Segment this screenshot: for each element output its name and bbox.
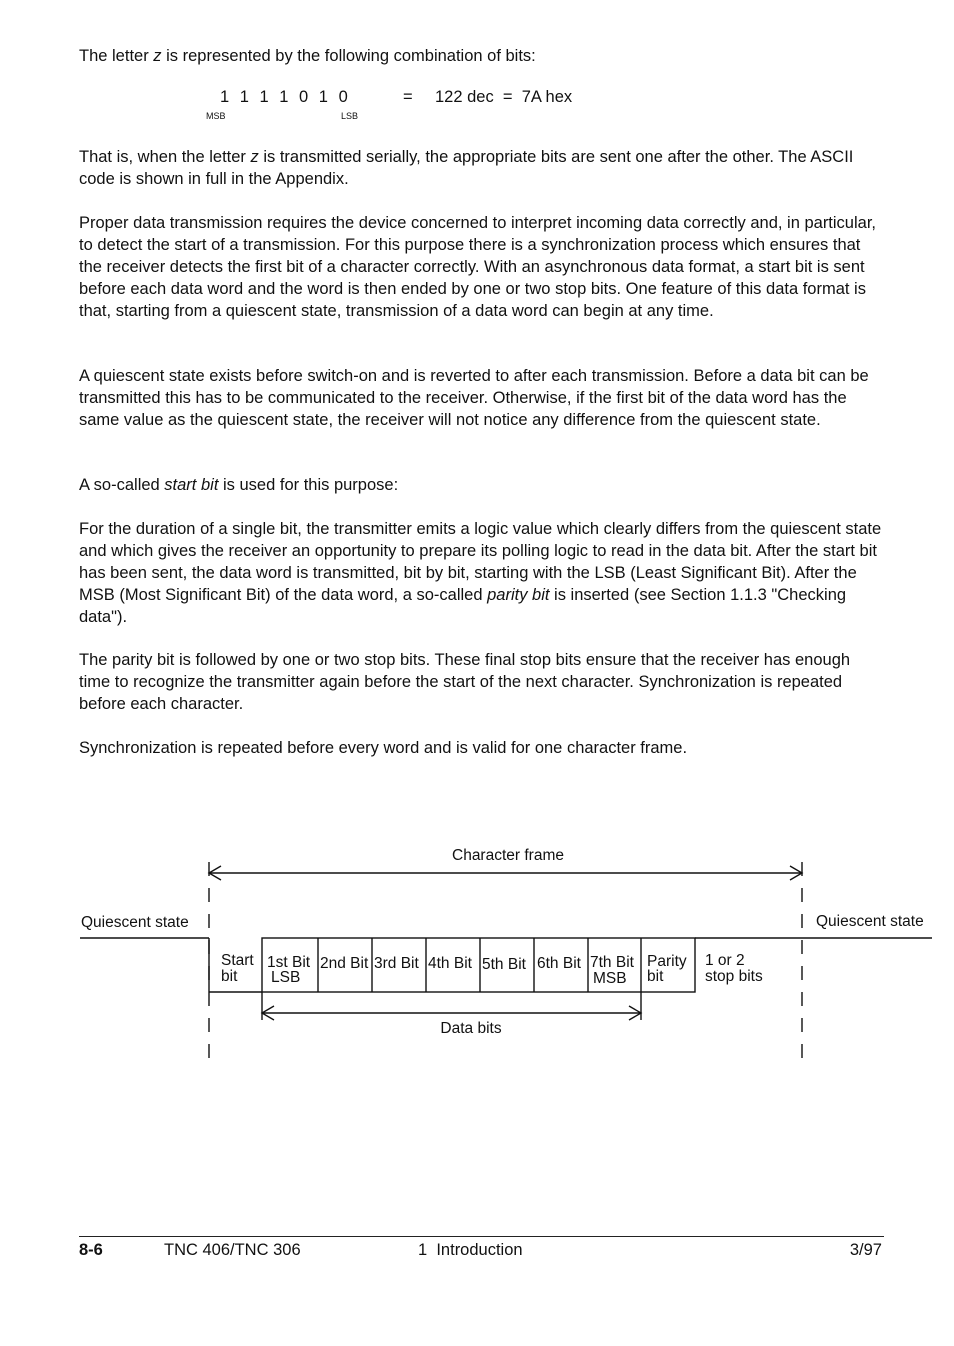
lsb-label: LSB: [341, 111, 359, 121]
paragraph-4: [79, 474, 884, 496]
bit-value: 122 dec = 7A hex: [435, 88, 573, 106]
intro-prefix: The letter: [79, 47, 154, 65]
footer-rule: [79, 1236, 884, 1237]
letter-z: z: [153, 47, 162, 65]
equals-sign: =: [403, 88, 413, 106]
bit7-label-2: MSB: [593, 970, 627, 987]
bit-example: [0, 88, 954, 128]
p4-prefix: A so-called: [79, 476, 165, 494]
p5-suffix: is inserted (see Section 1.1.3 "Checking data").: [79, 586, 847, 626]
character-frame-diagram: [0, 830, 954, 1090]
msb-label: MSB: [206, 111, 226, 121]
intro-suffix: is represented by the following combination of bits:: [161, 47, 536, 65]
start-bit-label-2: bit: [221, 968, 238, 985]
quiescent-state-right-label: Quiescent state: [816, 913, 924, 930]
bit4-label: 4th Bit: [428, 955, 472, 972]
paragraph-2: Proper data transmission requires the device concerned to interpret incoming data correctly and, in particular, to detect the start of a transmission. For this purpose there is a synchronization process which ensures that the receiver detects the first bit of a character correctly. With an asynchronous data format, a start bit is sent before each data word and the word is then ended by one or two stop bits. One feature of this data format is that, starting from a quiescent state, transmission of a data word can begin at any time.: [79, 214, 876, 320]
p1-suffix: is transmitted serially, the appropriate bits are sent one after the other. The ASCII code is shown in full in the Appendix.: [79, 148, 854, 188]
intro-paragraph: [79, 45, 884, 67]
p5-italic: parity bit: [487, 586, 550, 604]
p4-suffix: is used for this purpose:: [218, 476, 399, 494]
bit1-label-1: 1st Bit: [267, 954, 311, 971]
p4-italic: start bit: [164, 476, 219, 494]
bit-sequence: 1 1 1 1 0 1 0: [220, 88, 351, 106]
bit3-label: 3rd Bit: [374, 955, 419, 972]
page-number: 8-6: [79, 1241, 103, 1259]
data-bits-label: Data bits: [440, 1020, 502, 1037]
parity-bit-label-1: Parity: [647, 953, 687, 970]
stop-bits-label-2: stop bits: [705, 968, 763, 985]
start-bit-label-1: Start: [221, 952, 254, 969]
bit6-label: 6th Bit: [537, 955, 581, 972]
paragraph-1: [79, 146, 884, 190]
character-frame-label: Character frame: [452, 847, 564, 864]
p1-italic: z: [250, 148, 259, 166]
footer-date: 3/97: [849, 1241, 882, 1259]
bit5-label: 5th Bit: [482, 956, 526, 973]
p1-prefix: That is, when the letter: [79, 148, 251, 166]
bit7-label-1: 7th Bit: [590, 954, 634, 971]
paragraph-7: Synchronization is repeated before every word and is valid for one character frame.: [79, 739, 688, 757]
paragraph-3: A quiescent state exists before switch-on and is reverted to after each transmission. Before a data bit can be transmitted this has to be communicated to the receiver. Otherwise, if the first bit of the data word has the same value as the quiescent state, the receiver will not notice any difference from the quiescent state.: [79, 367, 869, 429]
quiescent-state-left-label: Quiescent state: [81, 914, 189, 931]
footer-model: TNC 406/TNC 306: [164, 1241, 301, 1259]
paragraph-5: [79, 518, 884, 628]
bit2-label: 2nd Bit: [320, 955, 369, 972]
p5-main: For the duration of a single bit, the transmitter emits a logic value which clearly differs from the quiescent state and which gives the receiver an opportunity to prepare its polling logic to read in the data bit. After the start bit has been sent, the data word is transmitted, bit by bit, starting with the LSB (Least Significant Bit). After the MSB (Most Significant Bit) of the data word, a so-called: [79, 520, 882, 604]
stop-bits-label-1: 1 or 2: [705, 952, 745, 969]
paragraph-6: The parity bit is followed by one or two stop bits. These final stop bits ensure that the receiver has enough time to recognize the transmitter again before the start of the next character. Synchronization is repeated before each character.: [79, 651, 851, 713]
footer-chapter: 1 Introduction: [418, 1241, 523, 1259]
parity-bit-label-2: bit: [647, 968, 664, 985]
bit1-label-2: LSB: [271, 969, 301, 986]
